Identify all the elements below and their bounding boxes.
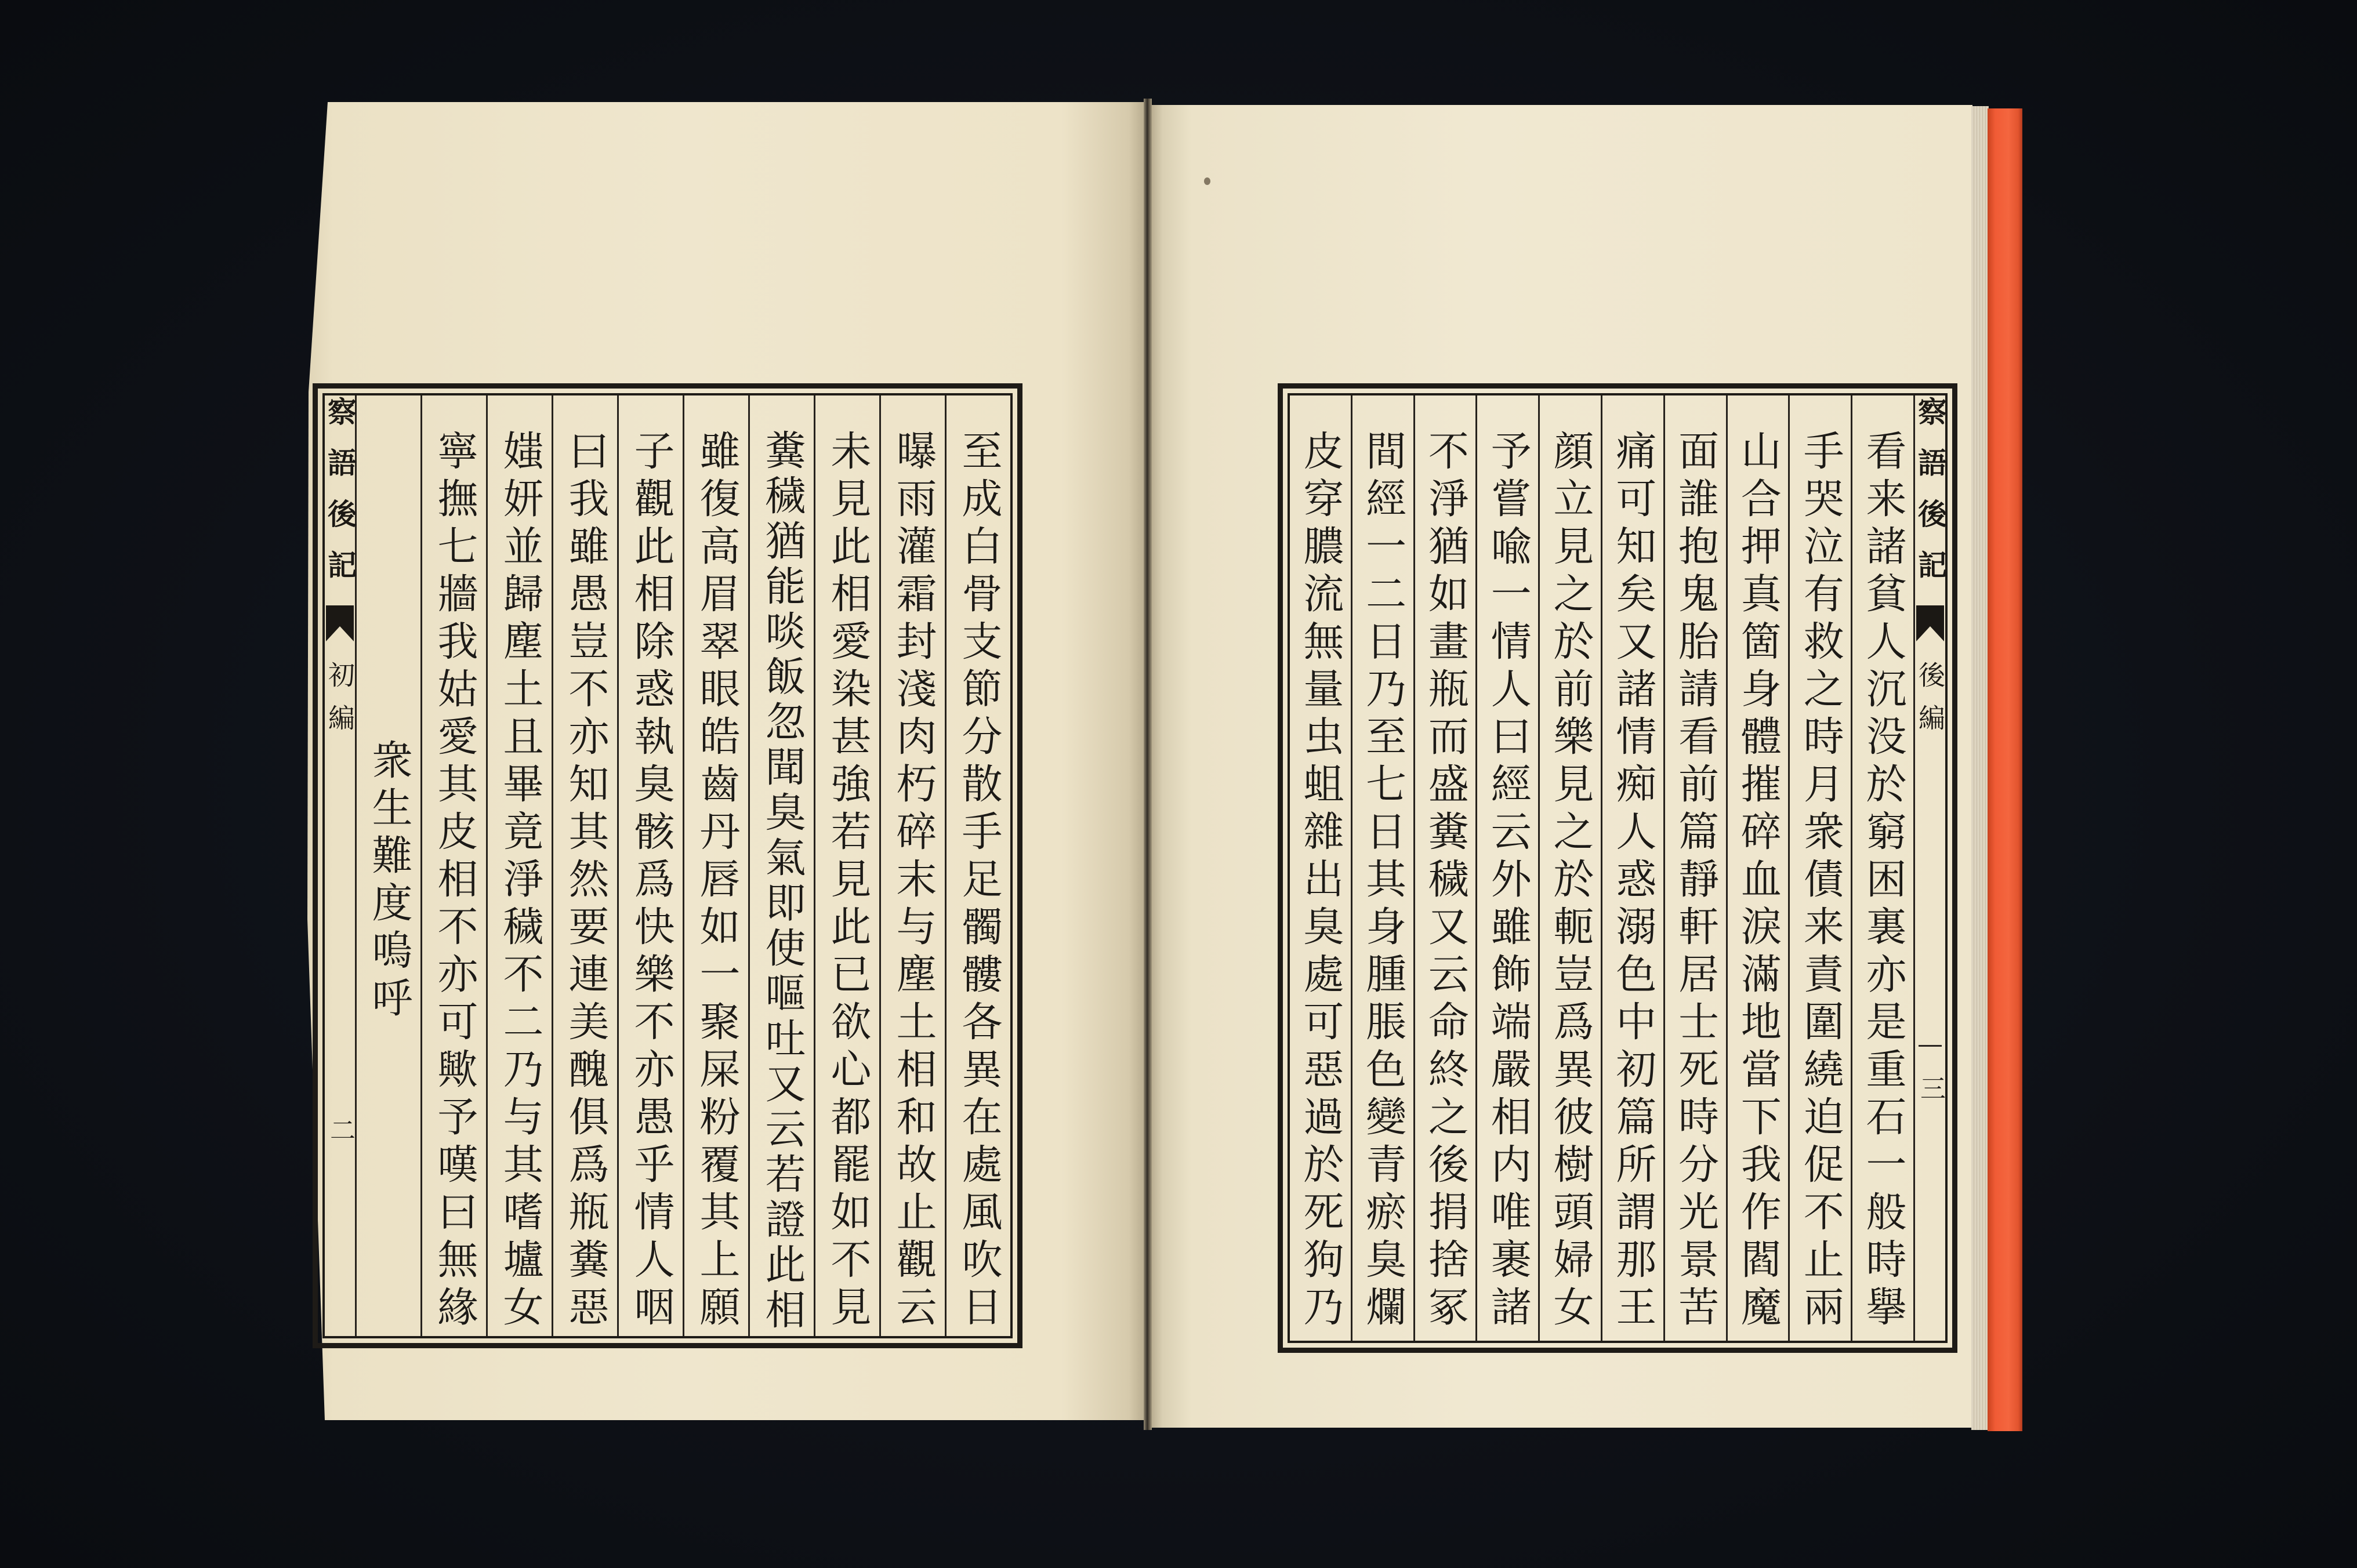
- text-column: [814, 395, 879, 1336]
- book-title: 察語後記: [323, 397, 357, 601]
- column-text: 間經一二日乃至七日其身腫脹色變青瘀臭爛: [1359, 429, 1407, 1333]
- book-gutter: [1144, 99, 1152, 1430]
- column-text: 山合押真箇身體摧碎血淚滿地當下我作閻魔: [1734, 429, 1782, 1333]
- column-text: 痛可知矣又諸情痴人惑溺色中初篇所謂那王: [1609, 429, 1657, 1333]
- text-column: [945, 395, 1010, 1336]
- column-text: 至成白骨支節分散手足髑髏各異在處風吹日: [955, 429, 1003, 1333]
- column-text: 顔立見之於前樂見之於軛豈爲異彼樹頭婦女: [1547, 429, 1595, 1333]
- text-column: [420, 395, 486, 1336]
- fold-column-right: [1913, 395, 1948, 1341]
- column-text: 皮穿膿流無量虫蛆雜出臭處可惡過於死狗乃: [1296, 429, 1344, 1333]
- column-text: 雖復高眉翠眼皓齒丹唇如一聚屎粉覆其上願: [693, 429, 741, 1333]
- text-column: [748, 395, 814, 1336]
- page-number: 三: [1916, 1075, 1945, 1101]
- column-text: 媸妍並歸塵土且畢竟淨穢不二乃与其嗜壚女: [496, 429, 544, 1333]
- page-number: 二: [325, 1117, 355, 1142]
- text-column: [1477, 395, 1540, 1341]
- text-column: [355, 395, 420, 1336]
- column-text: 衆生難度嗚呼: [365, 738, 413, 1024]
- column-text: 予嘗喩一情人曰經云外雖飾端嚴相内唯裹諸: [1484, 429, 1532, 1333]
- section-label: 後編: [1914, 661, 1946, 747]
- text-frame-left: [313, 383, 1022, 1348]
- text-frame-right: [1278, 383, 1957, 1353]
- section-label: 初編: [324, 661, 356, 747]
- fishtail-mark: [1916, 605, 1944, 641]
- text-column: [1540, 395, 1602, 1341]
- column-text: 糞穢猶能啖飯忽聞臭氣即使嘔吐又云若證此相: [759, 429, 806, 1334]
- text-column: [1290, 395, 1352, 1341]
- column-text: 寧撫七牆我姑愛其皮相不亦可歟予嘆曰無緣: [431, 429, 478, 1333]
- column-text: 未見此相愛染甚強若見此已欲心都罷如不見: [824, 429, 872, 1333]
- column-text: 子觀此相除惑執臭骸爲快樂不亦愚乎情人咽: [628, 429, 675, 1333]
- cover-edge: [1988, 108, 2022, 1431]
- text-column: [1790, 395, 1852, 1341]
- column-text: 手哭泣有救之時月衆債来責圍繞迫促不止兩: [1797, 429, 1845, 1333]
- column-text: 曝雨灌霜封淺肉朽碎末与塵土相和故止觀云: [890, 429, 937, 1333]
- text-column: [879, 395, 945, 1336]
- ink-spot: [1204, 177, 1210, 185]
- text-column: [1602, 395, 1665, 1341]
- column-text: 不淨猶如畫瓶而盛糞穢又云命終之後捐捨冢: [1422, 429, 1470, 1333]
- text-column: [617, 395, 683, 1336]
- book-title: 察語後記: [1913, 397, 1948, 601]
- text-column: [1852, 395, 1915, 1341]
- text-column: [486, 395, 552, 1336]
- fold-column-left: [325, 395, 355, 1336]
- text-column: [683, 395, 748, 1336]
- text-column: [1728, 395, 1790, 1341]
- page-number-rule: [1919, 1045, 1942, 1047]
- column-text: 曰我雖愚豈不亦知其然要連美醜俱爲瓶糞惡: [562, 429, 610, 1333]
- text-column: [552, 395, 617, 1336]
- column-text: 看来諸貧人沉没於窮困裏亦是重石一般時擧: [1859, 429, 1907, 1333]
- text-frame-left-inner: [322, 393, 1013, 1338]
- column-text: 面誰抱鬼胎請看前篇靜軒居士死時分光景苦: [1671, 429, 1720, 1333]
- page-stack-edge: [1971, 106, 1989, 1430]
- text-frame-right-inner: [1288, 393, 1948, 1343]
- text-column: [1415, 395, 1478, 1341]
- fishtail-mark: [326, 605, 354, 641]
- text-column: [1352, 395, 1415, 1341]
- text-column: [1665, 395, 1728, 1341]
